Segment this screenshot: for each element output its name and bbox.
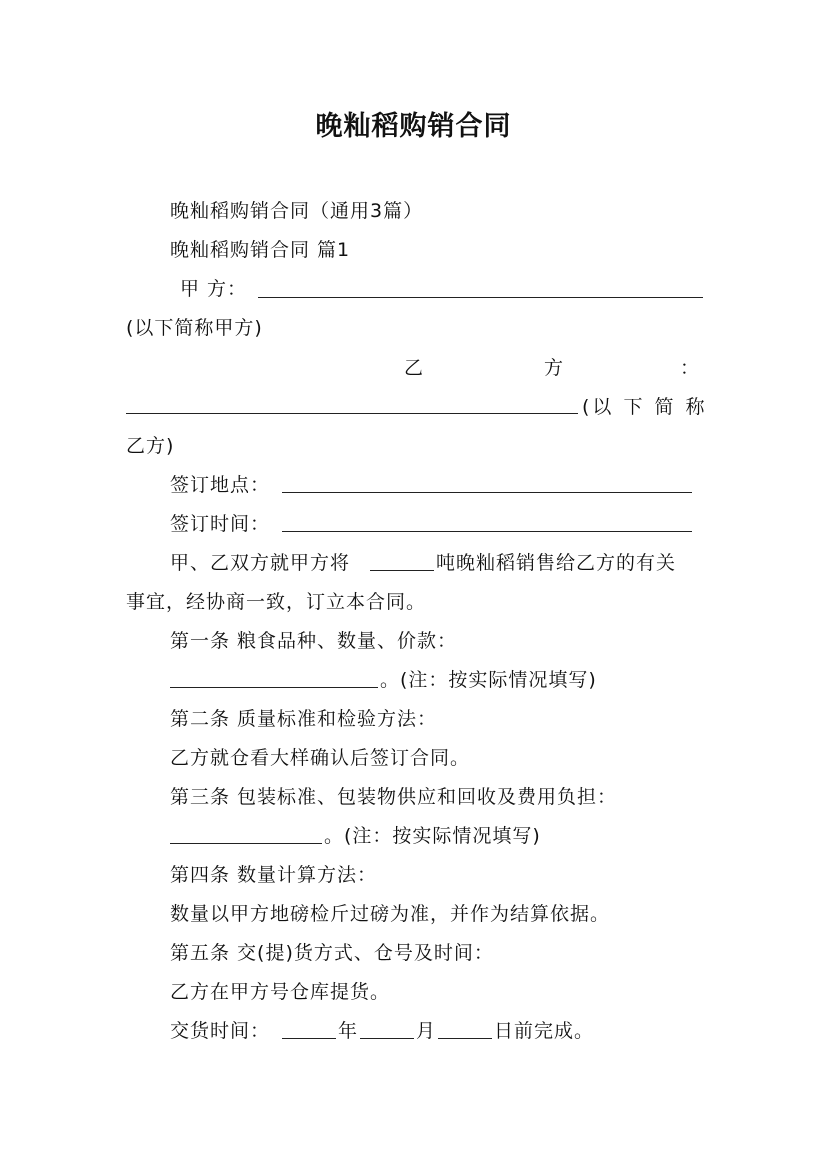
sign-time-label: 签订时间： [170, 513, 271, 535]
delivery-year-label: 年 [338, 1020, 359, 1042]
party-a-note: (以下简称甲方) [126, 317, 263, 339]
article-1-heading: 第一条 粮食品种、数量、价款： [170, 630, 458, 652]
article-4-text: 数量以甲方地磅检斤过磅为准，并作为结算依据。 [170, 903, 611, 925]
intro-text-b: 吨晚籼稻销售给乙方的有关 [436, 552, 677, 574]
party-b-blank [126, 413, 578, 414]
sign-time-blank [282, 531, 692, 532]
sign-place-label: 签订地点： [170, 474, 271, 496]
article-3-blank [170, 843, 322, 844]
delivery-year-blank [282, 1038, 336, 1039]
article-5-text: 乙方在甲方号仓库提货。 [170, 981, 391, 1003]
delivery-time-label: 交货时间： [170, 1020, 271, 1042]
party-b-note-end: 乙方) [126, 435, 175, 457]
article-1-note: 。(注：按实际情况填写) [380, 669, 597, 691]
party-b-label-colon: ： [680, 357, 701, 379]
article-2-text: 乙方就仓看大样确认后签订合同。 [170, 747, 471, 769]
sign-place-blank [282, 492, 692, 493]
party-b-note: (以 下 简 称 [582, 396, 708, 418]
article-3-heading: 第三条 包装标准、包装物供应和回收及费用负担： [170, 786, 618, 808]
intro-text-a: 甲、乙双方就甲方将 [170, 552, 351, 574]
document-title: 晚籼稻购销合同 [315, 111, 512, 142]
article-4-heading: 第四条 数量计算方法： [170, 864, 378, 886]
document-subtitle: 晚籼稻购销合同（通用3篇） [170, 200, 424, 222]
tonnage-blank [370, 570, 434, 571]
intro-text-c: 事宜，经协商一致，订立本合同。 [126, 591, 427, 613]
delivery-month-label: 月 [416, 1020, 437, 1042]
party-b-label-char1: 乙 [404, 357, 425, 379]
delivery-day-blank [438, 1038, 492, 1039]
article-2-heading: 第二条 质量标准和检验方法： [170, 708, 438, 730]
party-b-label-char2: 方 [544, 357, 565, 379]
delivery-day-label: 日前完成。 [494, 1020, 595, 1042]
article-5-heading: 第五条 交(提)货方式、仓号及时间： [170, 942, 494, 964]
party-a-blank [258, 297, 703, 298]
party-a-label: 甲 方： [180, 278, 248, 300]
article-3-note: 。(注：按实际情况填写) [324, 825, 541, 847]
article-1-blank [170, 687, 378, 688]
delivery-month-blank [360, 1038, 414, 1039]
part-heading: 晚籼稻购销合同 篇1 [170, 239, 351, 261]
